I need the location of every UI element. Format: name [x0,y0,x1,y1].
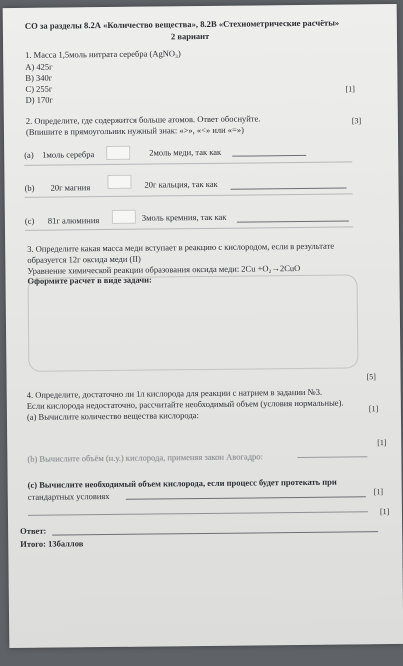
q4c-answer-line[interactable] [126,496,366,500]
q4-answer-line[interactable] [28,511,368,516]
q3-instruction: Оформите расчет в виде задачи: [27,274,152,286]
q3-text: 3. Определите какая масса меди вступает в реакцию с кислородом, если в результате [27,240,335,254]
q2c-answer-line[interactable] [237,220,349,222]
q2c-sign-box[interactable] [112,210,136,224]
q4b-text: (b) Вычислите объём (н.у.) кислорода, применяя закон Авогадро: [27,451,263,464]
q2a-answer-line-2[interactable] [24,161,352,165]
q2a-right: 2моль меди, так как [149,146,222,158]
q2c-label: (c) [24,215,35,226]
q2a-left: 1моль серебра [42,149,95,160]
q1-option-c: С) 255г [25,83,53,94]
q3-answer-box[interactable] [27,274,358,371]
q4c-text-2: стандартных условиях [27,490,110,502]
q4a-mark: [1] [368,404,379,414]
variant-label: 2 вариант [170,30,210,42]
q4-text: 4. Определите, достаточно ли 1л кислорода для реакции с натрием в задании №3. [26,386,323,400]
q2b-answer-line-2[interactable] [25,193,353,197]
q4c-text: (c) Вычислите необходимый объем кислорода, если процесс будет протекать при [27,476,337,490]
worksheet-page [3,4,403,648]
q2b-right: 20г кальция, так как [144,178,218,190]
q2-mark: [3] [351,116,362,126]
q1-mark: [1] [345,84,355,94]
q2a-sign-box[interactable] [106,146,130,160]
q2c-left: 81г алюминия [47,215,100,226]
q3-mark: [5] [366,372,376,382]
q3-equation: Уравнение химической реакции образования оксида меди: 2Cu +O₂→2CuO [27,262,301,276]
q4-final-mark: [1] [379,507,390,517]
q2c-right: 3моль кремния, так как [141,211,227,223]
q2c-answer-line-2[interactable] [25,226,353,230]
q4-text-2: Если кислорода недостаточно, рассчитайте необходимый объем (условия нормальные). [26,397,344,411]
q4b-mark: [1] [377,438,387,448]
q2b-answer-line[interactable] [231,187,347,189]
q2-text: 2. Определите, где содержится больше атомов. Ответ обоснуйте. [25,113,261,126]
page-title: СО за разделы 8.2А «Количество вещества», 8.2В «Стехиометрические расчёты» [24,17,340,31]
q1-option-b: В) 340г [25,72,53,83]
q4b-answer-line[interactable] [297,456,367,458]
answer-label: Ответ: [20,525,47,536]
q2a-label: (a) [24,149,34,160]
q3-text-2: образуется 12г оксида меди (II) [27,253,141,265]
total-score: Итого: 13баллов [20,538,84,549]
q1-option-a: А) 425г [25,61,53,72]
q2b-label: (b) [24,182,35,193]
q2b-sign-box[interactable] [107,175,131,189]
q4a-text: (а) Вычислите количество вещества кислорода: [26,410,199,422]
answer-line[interactable] [52,531,378,535]
q1-option-d: D) 170г [25,94,54,105]
q2-instruction: (Впишите в прямоугольник нужный знак: «>», «<» или «=») [25,124,244,137]
q2b-left: 20г магния [50,182,91,193]
q4c-mark: [1] [373,487,384,497]
q1-text: 1. Масса 1,5моль нитрата серебра (AgNO₃) [25,48,181,60]
q2a-answer-line[interactable] [232,155,306,157]
